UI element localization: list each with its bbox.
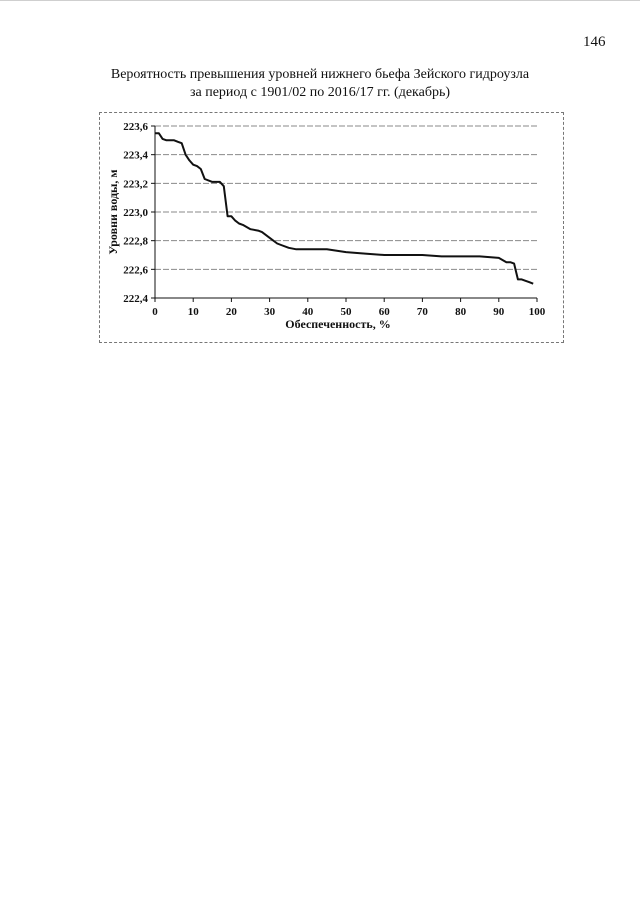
- y-tick-label: 222,8: [123, 235, 148, 248]
- grid-lines: [151, 126, 537, 302]
- y-tick-label: 223,4: [123, 149, 148, 162]
- x-tick-label: 0: [152, 306, 158, 318]
- y-tick-labels: [123, 121, 148, 305]
- page-number: 146: [583, 34, 606, 50]
- x-tick-label: 60: [378, 306, 390, 318]
- x-tick-label: 40: [302, 306, 314, 318]
- x-tick-label: 20: [225, 306, 237, 318]
- x-tick-label: 70: [416, 306, 428, 318]
- chart-title: Вероятность превышения уровней нижнего бьефа Зейского гидроузла: [110, 67, 530, 82]
- y-axis-label: Уровни воды, м: [106, 169, 120, 255]
- x-tick-label: 100: [528, 306, 546, 318]
- x-tick-label: 30: [264, 306, 276, 318]
- x-tick-label: 10: [187, 306, 199, 318]
- y-tick-label: 223,6: [123, 121, 148, 133]
- x-tick-label: 80: [455, 306, 467, 318]
- x-axis-label: Обеспеченность, %: [285, 317, 391, 331]
- series-line: [155, 133, 533, 284]
- y-tick-label: 223,0: [123, 207, 148, 219]
- x-tick-label: 90: [493, 306, 505, 318]
- chart-subtitle: за период с 1901/02 по 2016/17 гг. (декабрь): [189, 85, 451, 100]
- y-tick-label: 222,6: [123, 264, 148, 277]
- y-tick-label: 223,2: [123, 178, 148, 191]
- x-tick-label: 50: [340, 306, 352, 318]
- y-tick-label: 222,4: [123, 293, 148, 305]
